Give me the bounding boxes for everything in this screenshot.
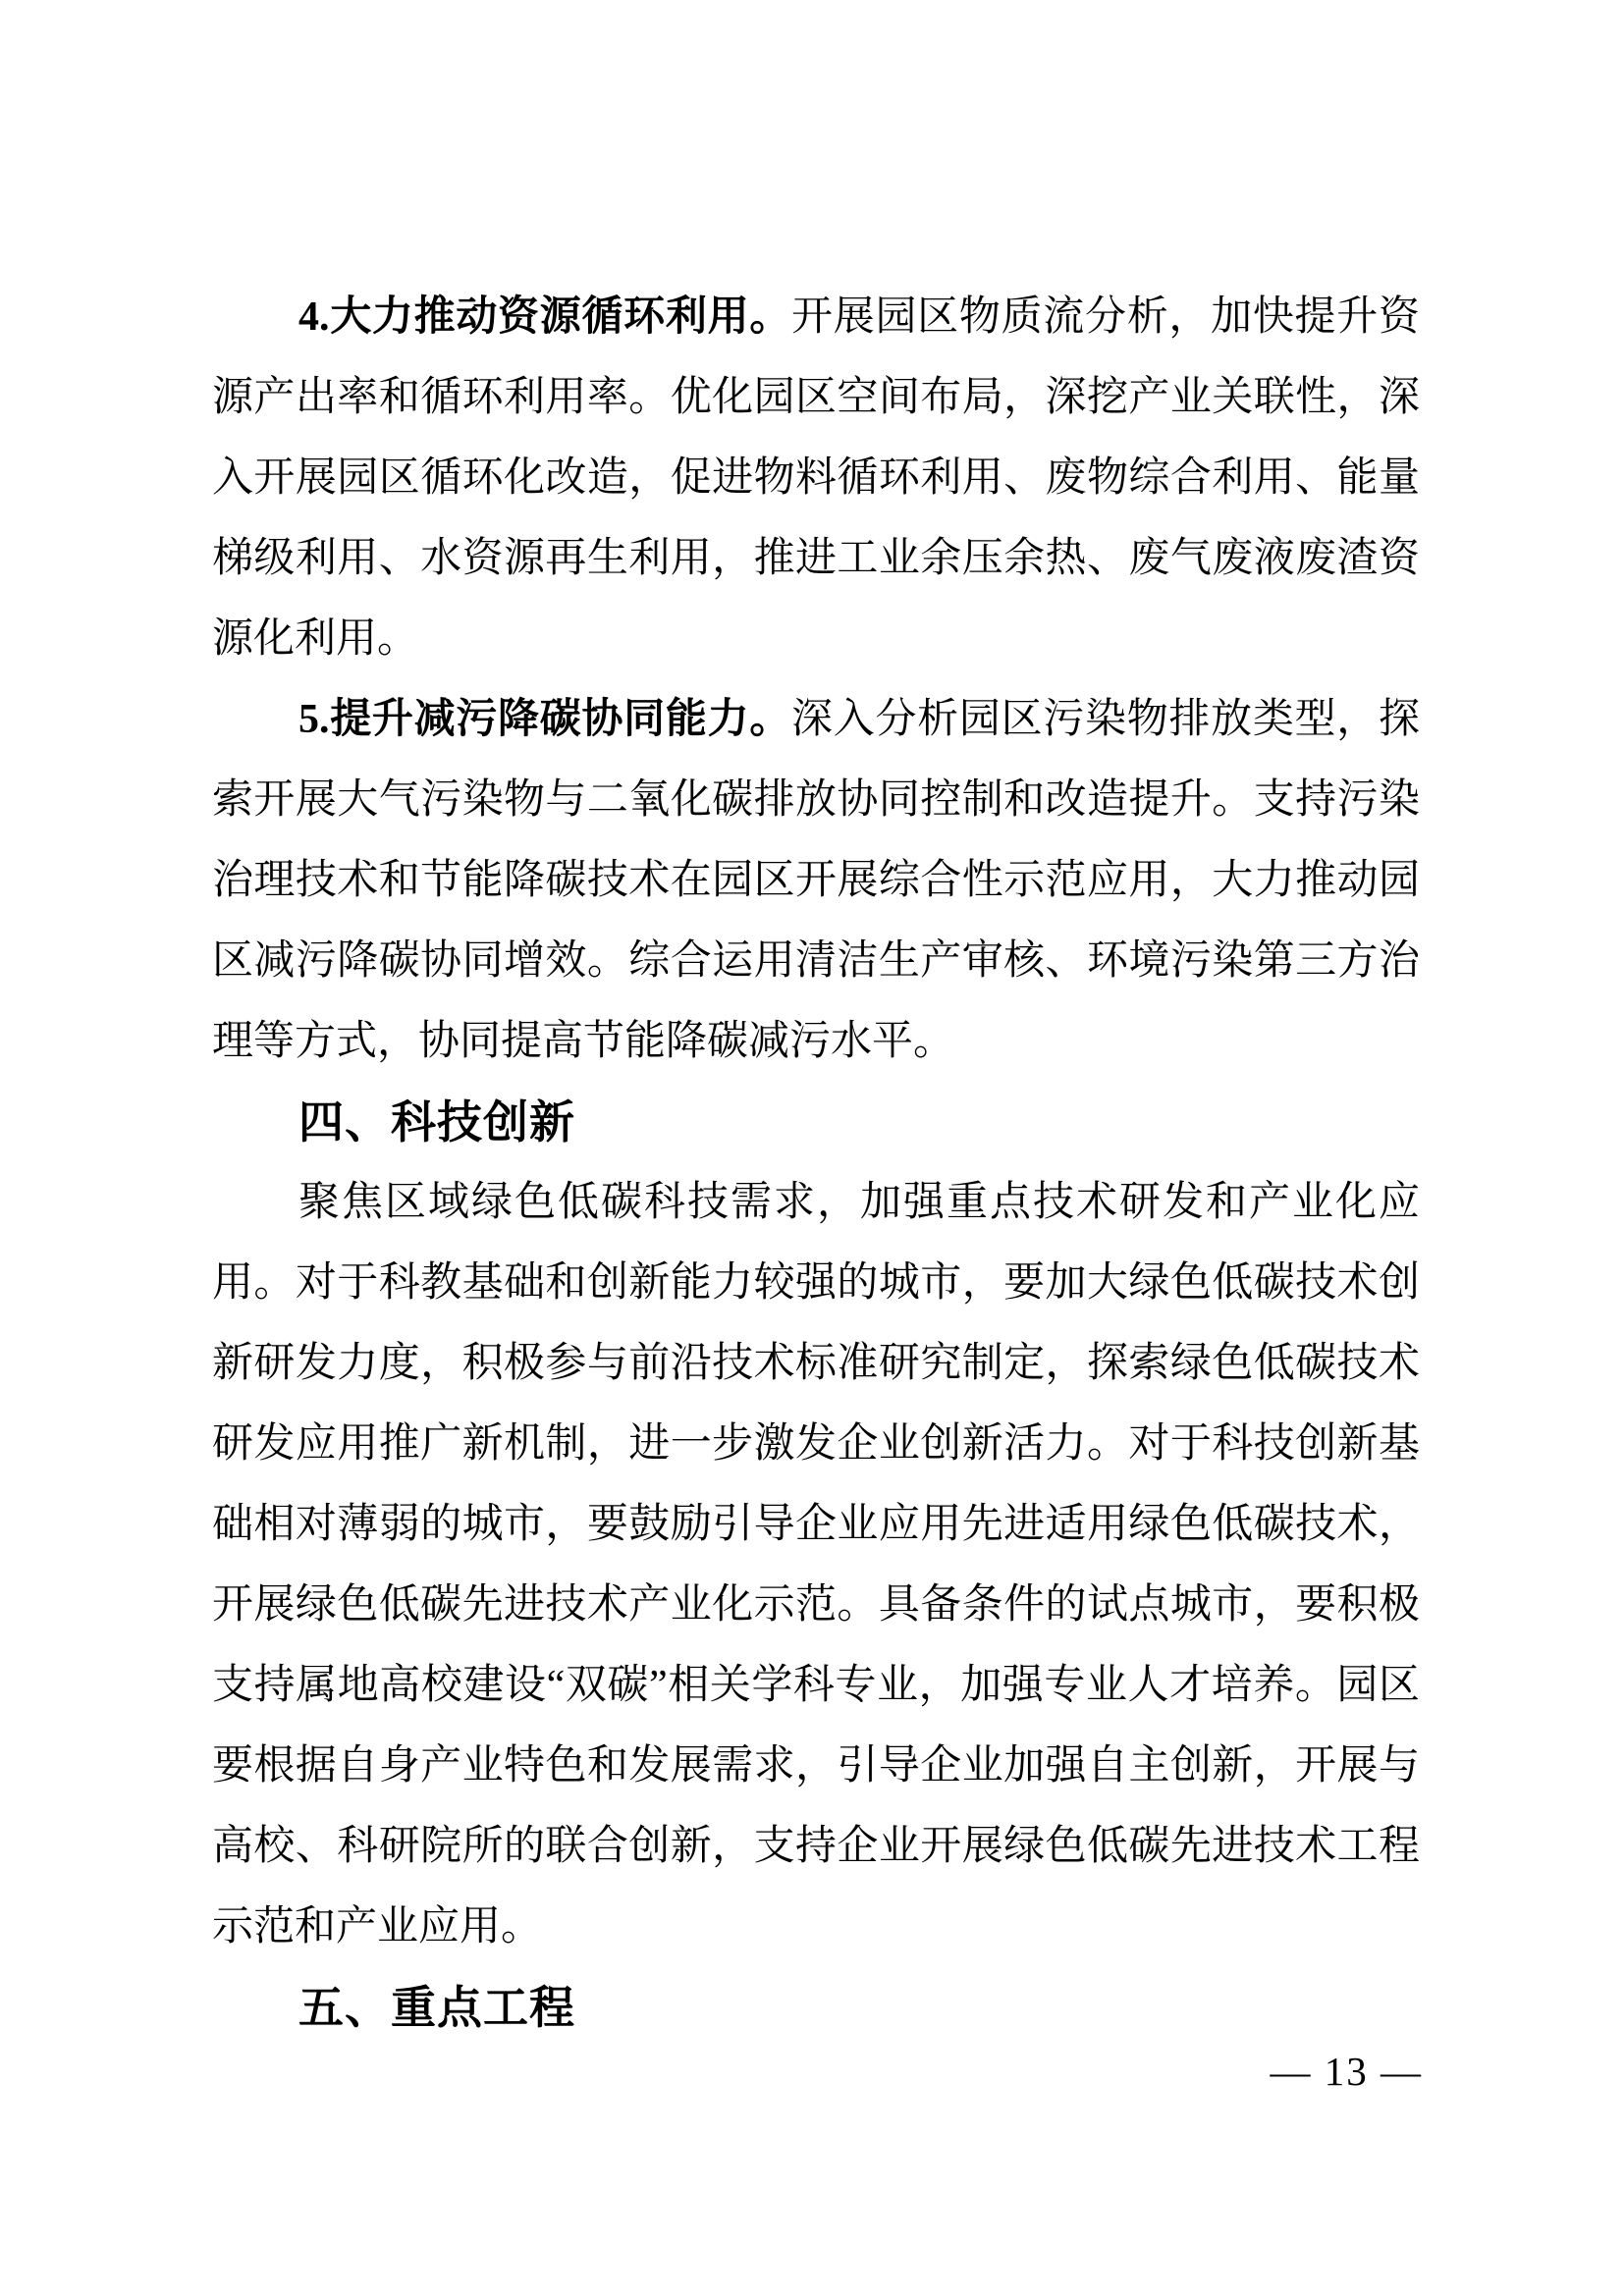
paragraph-item-4 <box>212 277 1420 679</box>
paragraph-lead: 4.大力推动资源循环利用。 <box>298 294 792 340</box>
document-content <box>212 277 1420 2048</box>
section-heading-key-projects: 五、重点工程 <box>298 1982 575 2033</box>
paragraph-technology-innovation-body <box>212 1162 1420 1967</box>
section-heading-technology-innovation: 四、科技创新 <box>298 1096 575 1148</box>
paragraph-text: 开展园区物质流分析，加快提升资源产出率和循环利用率。优化园区空间布局，深挖产业关联性，深入开展园区循环化改造，促进物料循环利用、废物综合利用、能量梯级利用、水资源再生利用，推进工业余压余热、废气废液废渣资源化利用。 <box>212 294 1420 662</box>
paragraph-item-5 <box>212 679 1420 1082</box>
paragraph-text: 聚焦区域绿色低碳科技需求，加强重点技术研发和产业化应用。对于科教基础和创新能力较强的城市，要加大绿色低碳技术创新研发力度，积极参与前沿技术标准研究制定，探索绿色低碳技术研发应用推广新机制，进一步激发企业创新活力。对于科技创新基础相对薄弱的城市，要鼓励引导企业应用先进适用绿色低碳技术，开展绿色低碳先进技术产业化示范。具备条件的试点城市，要积极支持属地高校建设“双碳”相关学科专业，加强专业人才培养。园区要根据自身产业特色和发展需求，引导企业加强自主创新，开展与高校、科研院所的联合创新，支持企业开展绿色低碳先进技术工程示范和产业应用。 <box>212 1180 1420 1949</box>
page-number: — 13 — <box>1270 2049 1423 2094</box>
paragraph-lead: 5.提升减污降碳协同能力。 <box>298 697 792 742</box>
paragraph-text: 深入分析园区污染物排放类型，探索开展大气污染物与二氧化碳排放协同控制和改造提升。支持污染治理技术和节能降碳技术在园区开展综合性示范应用，大力推动园区减污降碳协同增效。综合运用清洁生产审核、环境污染第三方治理等方式，协同提高节能降碳减污水平。 <box>212 697 1420 1064</box>
